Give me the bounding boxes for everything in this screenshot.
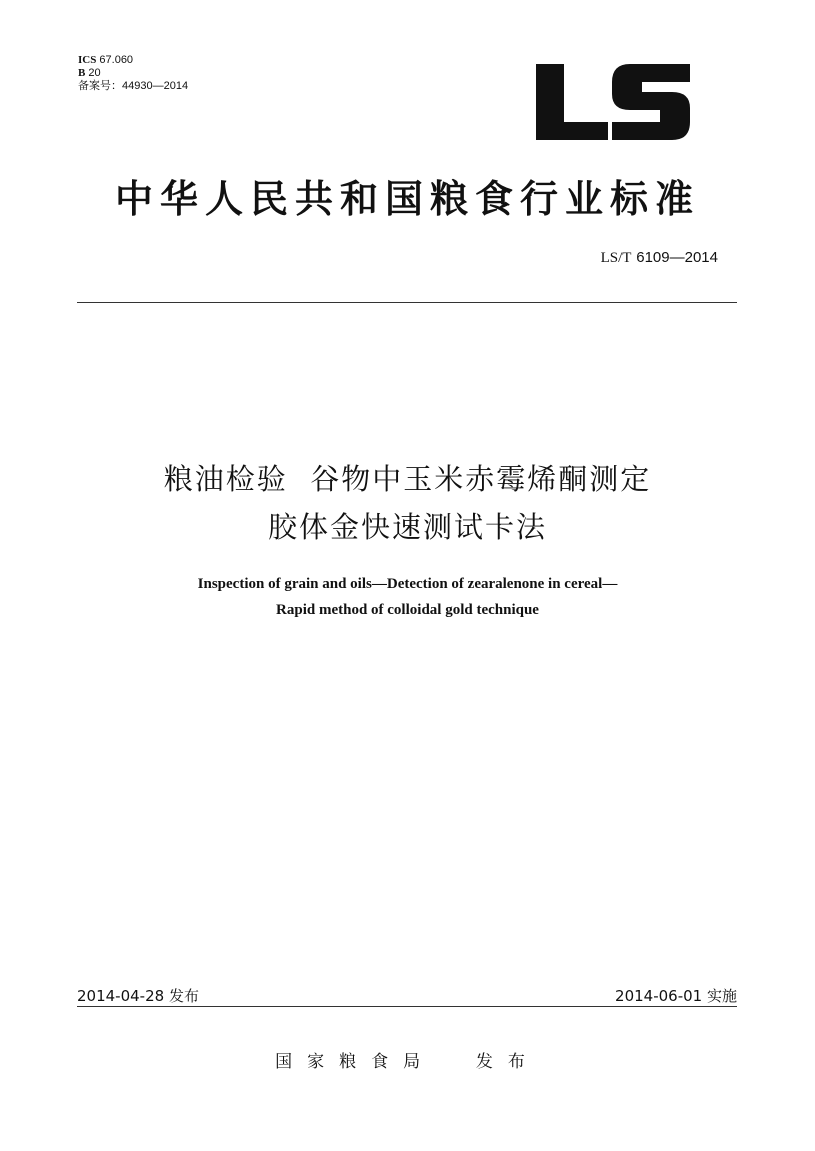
implementation-date: 2014-06-01 实施 (615, 987, 737, 1005)
bottom-divider (77, 1006, 737, 1007)
issue-date: 2014-04-28 发布 (77, 987, 199, 1005)
standard-category-title: 中华人民共和国粮食行业标准 (114, 177, 700, 221)
issuing-authority: 国家粮食局 发布 (275, 1052, 540, 1072)
chinese-title-line-2: 胶体金快速测试卡法 (267, 510, 547, 544)
top-divider (77, 302, 737, 303)
standard-prefix: LS/T (600, 250, 632, 266)
ics-line (78, 54, 188, 67)
filing-number: 备案号：44930—2014 (78, 80, 189, 92)
chinese-title-line-1: 粮油检验 谷物中玉米赤霉烯酮测定 (163, 462, 652, 496)
ics-value: 67.060 (99, 54, 134, 66)
classification-label: B (78, 67, 86, 79)
standard-number (601, 248, 718, 267)
ls-logo-mark (534, 52, 696, 148)
metadata-block (78, 54, 188, 93)
english-title-line-2: Rapid method of colloidal gold technique (276, 602, 539, 618)
standard-code: 6109—2014 (636, 249, 718, 266)
english-title-line-1: Inspection of grain and oils—Detection of zearalenone in cereal— (197, 576, 618, 592)
classification-value: 20 (88, 67, 101, 79)
ics-label: ICS (78, 54, 97, 66)
ls-logo (534, 52, 696, 148)
classification-line (78, 67, 188, 80)
